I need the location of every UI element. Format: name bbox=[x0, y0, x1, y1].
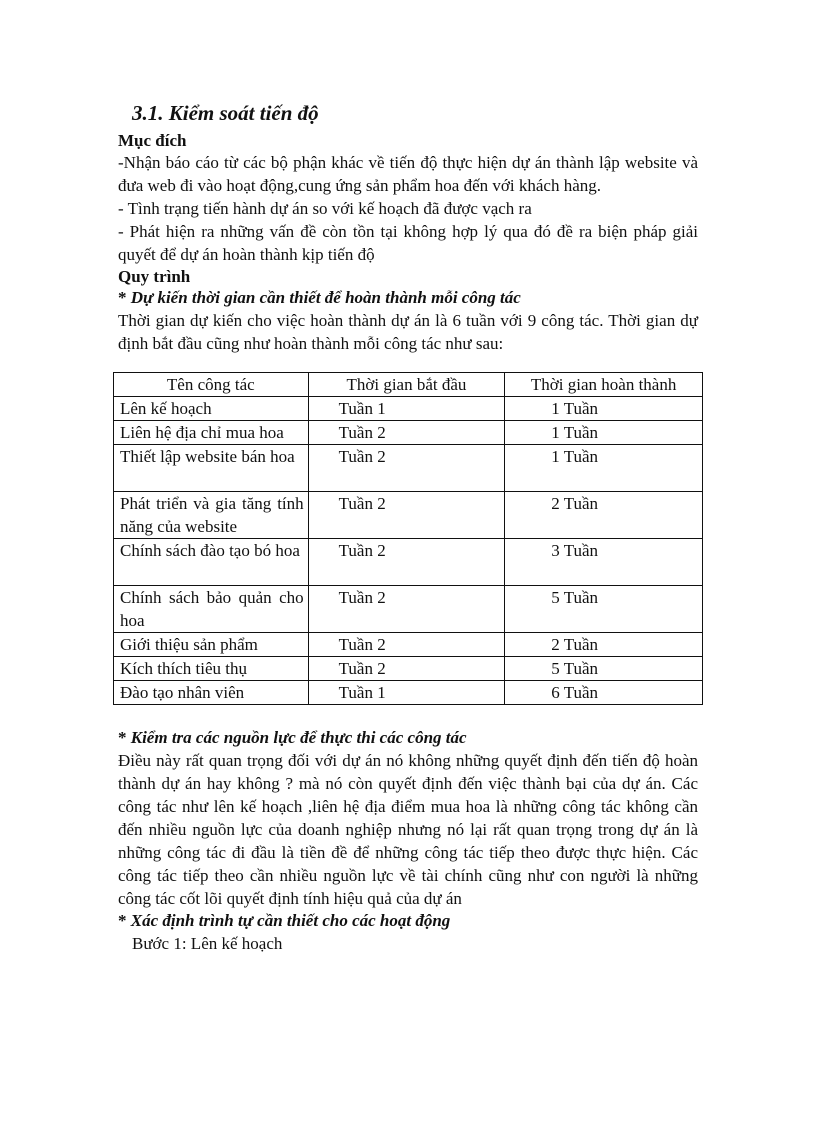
start-cell: Tuần 1 bbox=[308, 681, 505, 705]
start-cell: Tuần 2 bbox=[308, 445, 505, 492]
sequence-heading-text: Xác định trình tự cần thiết cho các hoạt động bbox=[130, 911, 451, 930]
task-cell: Phát triển và gia tăng tính năng của website bbox=[114, 492, 309, 539]
header-duration: Thời gian hoàn thành bbox=[505, 373, 703, 397]
purpose-heading: Mục đích bbox=[118, 131, 187, 150]
task-cell: Chính sách bảo quản cho hoa bbox=[114, 586, 309, 633]
start-cell: Tuần 2 bbox=[308, 539, 505, 586]
duration-cell: 2 Tuần bbox=[505, 492, 703, 539]
duration-cell: 5 Tuần bbox=[505, 657, 703, 681]
task-cell: Đào tạo nhân viên bbox=[114, 681, 309, 705]
resources-paragraph: Điều này rất quan trọng đối với dự án nó không những quyết định đến tiến độ hoàn thành dự án hay không ? mà nó còn quyết định đến việc thành bại của dự án. Các công tác như lên kế hoạch ,liên hệ địa điểm mua hoa là những công tác không cần đến nhiều nguồn lực của doanh nghiệp nhưng nó lại rất quan trọng trong dự án là những công tác đi đầu là tiền đề để những công tác tiếp theo được thực hiện. Các công tác tiếp theo cần nhiều nguồn lực về tài chính cũng như con người là những công tác cốt lõi quyết định tính hiệu quả của dự án bbox=[118, 751, 698, 908]
duration-cell: 3 Tuần bbox=[505, 539, 703, 586]
bullet-star: * bbox=[118, 288, 127, 307]
table-row bbox=[114, 539, 703, 586]
start-cell: Tuần 2 bbox=[308, 421, 505, 445]
duration-cell: 1 Tuần bbox=[505, 421, 703, 445]
header-task: Tên công tác bbox=[114, 373, 309, 397]
sequence-heading bbox=[118, 910, 698, 932]
task-cell: Liên hệ địa chỉ mua hoa bbox=[114, 421, 309, 445]
table-row bbox=[114, 657, 703, 681]
table-row bbox=[114, 445, 703, 492]
duration-cell: 6 Tuần bbox=[505, 681, 703, 705]
schedule-table bbox=[113, 372, 703, 705]
start-cell: Tuần 2 bbox=[308, 492, 505, 539]
task-cell: Chính sách đào tạo bó hoa bbox=[114, 539, 309, 586]
bullet-star: * bbox=[118, 911, 127, 930]
duration-cell: 5 Tuần bbox=[505, 586, 703, 633]
purpose-paragraph-2: - Tình trạng tiến hành dự án so với kế hoạch đã được vạch ra bbox=[118, 199, 532, 218]
duration-cell: 1 Tuần bbox=[505, 397, 703, 421]
start-cell: Tuần 1 bbox=[308, 397, 505, 421]
table-row bbox=[114, 492, 703, 539]
task-cell: Kích thích tiêu thụ bbox=[114, 657, 309, 681]
process-heading: Quy trình bbox=[118, 267, 191, 286]
table-row bbox=[114, 681, 703, 705]
estimate-time-heading bbox=[118, 287, 698, 309]
section-title: 3.1. Kiểm soát tiến độ bbox=[132, 101, 319, 125]
bullet-star: * bbox=[118, 728, 127, 747]
task-cell: Giới thiệu sản phẩm bbox=[114, 633, 309, 657]
header-start: Thời gian bắt đầu bbox=[308, 373, 505, 397]
estimate-time-paragraph: Thời gian dự kiến cho việc hoàn thành dự án là 6 tuần với 9 công tác. Thời gian dự định bắt đầu cũng như hoàn thành mỗi công tác như sau: bbox=[118, 311, 698, 353]
table-row bbox=[114, 397, 703, 421]
start-cell: Tuần 2 bbox=[308, 586, 505, 633]
table-row bbox=[114, 633, 703, 657]
duration-cell: 1 Tuần bbox=[505, 445, 703, 492]
duration-cell: 2 Tuần bbox=[505, 633, 703, 657]
purpose-paragraph-3: - Phát hiện ra những vấn đề còn tồn tại không hợp lý qua đó đề ra biện pháp giải quyết để dự án hoàn thành kịp tiến độ bbox=[118, 222, 698, 264]
table-row bbox=[114, 586, 703, 633]
table-header-row bbox=[114, 373, 703, 397]
start-cell: Tuần 2 bbox=[308, 657, 505, 681]
document-page bbox=[118, 100, 698, 955]
task-cell: Lên kế hoạch bbox=[114, 397, 309, 421]
task-cell: Thiết lập website bán hoa bbox=[114, 445, 309, 492]
estimate-time-heading-text: Dự kiến thời gian cần thiết để hoàn thành mỗi công tác bbox=[130, 288, 521, 307]
purpose-paragraph-1: -Nhận báo cáo từ các bộ phận khác về tiến độ thực hiện dự án thành lập website và đưa web đi vào hoạt động,cung ứng sản phẩm hoa đến với khách hàng. bbox=[118, 153, 698, 195]
step-1: Bước 1: Lên kế hoạch bbox=[132, 934, 283, 953]
table-row bbox=[114, 421, 703, 445]
start-cell: Tuần 2 bbox=[308, 633, 505, 657]
resources-heading-text: Kiểm tra các nguồn lực để thực thi các công tác bbox=[130, 728, 467, 747]
resources-heading bbox=[118, 727, 698, 749]
